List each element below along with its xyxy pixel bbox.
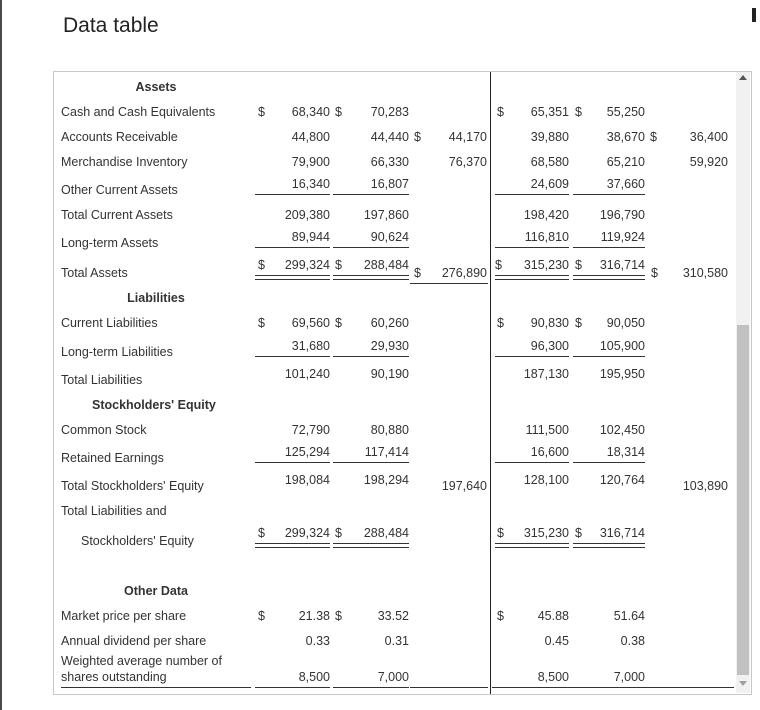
cell-value: 16,807 bbox=[370, 177, 409, 191]
scroll-up-arrow-icon[interactable] bbox=[739, 75, 747, 80]
dollar-sign: $ bbox=[414, 130, 421, 144]
dollar-sign: $ bbox=[414, 266, 421, 280]
double-underline bbox=[573, 543, 645, 548]
row-label-current-liabilities: Current Liabilities bbox=[61, 316, 158, 330]
dollar-sign: $ bbox=[497, 609, 504, 623]
cell-value: 18,314 bbox=[606, 445, 645, 459]
row-label-total-stockholders-equity: Total Stockholders' Equity bbox=[61, 479, 204, 493]
dollar-sign: $ bbox=[575, 105, 582, 119]
cell-value: 44,440 bbox=[370, 130, 409, 144]
underline bbox=[255, 356, 330, 357]
section-header-equity: Stockholders' Equity bbox=[92, 398, 216, 412]
cell-value: 196,790 bbox=[599, 208, 645, 222]
underline bbox=[333, 247, 409, 248]
underline bbox=[333, 194, 409, 195]
cell-value: 21.38 bbox=[298, 609, 330, 623]
dollar-sign: $ bbox=[497, 316, 504, 330]
cell-value: 33.52 bbox=[377, 609, 409, 623]
underline bbox=[255, 247, 330, 248]
underline bbox=[573, 462, 645, 463]
cell-value: 101,240 bbox=[284, 367, 330, 381]
cell-value: 299,324 bbox=[284, 258, 330, 272]
cell-value: 276,890 bbox=[441, 266, 487, 280]
cell-value: 31,680 bbox=[291, 339, 330, 353]
cell-value: 198,294 bbox=[363, 473, 409, 487]
underline bbox=[495, 462, 569, 463]
row-label-market-price: Market price per share bbox=[61, 609, 187, 623]
cell-value: 45.88 bbox=[537, 609, 569, 623]
underline bbox=[495, 356, 569, 357]
row-label-common-stock: Common Stock bbox=[61, 423, 147, 437]
cell-value: 117,414 bbox=[364, 445, 409, 459]
dollar-sign: $ bbox=[497, 105, 504, 119]
cell-value: 116,810 bbox=[524, 230, 569, 244]
cell-value: 288,484 bbox=[363, 258, 409, 272]
row-label-shares-outstanding: shares outstanding bbox=[61, 670, 167, 684]
underline bbox=[255, 462, 330, 463]
double-underline bbox=[495, 543, 569, 548]
cell-value: 90,190 bbox=[370, 367, 409, 381]
cell-value: 39,880 bbox=[530, 130, 569, 144]
dollar-sign: $ bbox=[575, 526, 582, 540]
row-label-weighted-average: Weighted average number of bbox=[61, 654, 222, 668]
cell-value: 299,324 bbox=[284, 526, 330, 540]
cell-value: 55,250 bbox=[606, 105, 645, 119]
dollar-sign: $ bbox=[258, 526, 265, 540]
underline bbox=[255, 687, 330, 688]
cell-value: 65,351 bbox=[530, 105, 569, 119]
cell-value: 65,210 bbox=[606, 155, 645, 169]
cell-value: 315,230 bbox=[523, 258, 569, 272]
cell-value: 37,660 bbox=[606, 177, 645, 191]
section-header-assets: Assets bbox=[135, 80, 177, 94]
dollar-sign: $ bbox=[258, 105, 265, 119]
row-label-accounts-receivable: Accounts Receivable bbox=[61, 130, 178, 144]
cell-value: 24,609 bbox=[530, 177, 569, 191]
row-label-total-current-assets: Total Current Assets bbox=[61, 208, 173, 222]
cell-value: 105,900 bbox=[599, 339, 645, 353]
cell-value: 125,294 bbox=[284, 445, 330, 459]
dollar-sign: $ bbox=[497, 526, 504, 540]
cell-value: 90,050 bbox=[606, 316, 645, 330]
minimize-icon[interactable] bbox=[752, 8, 756, 22]
cell-value: 60,260 bbox=[370, 316, 409, 330]
dollar-sign: $ bbox=[651, 266, 658, 280]
dollar-sign: $ bbox=[335, 526, 342, 540]
row-label-other-current-assets: Other Current Assets bbox=[61, 183, 178, 197]
dollar-sign: $ bbox=[258, 258, 265, 272]
cell-value: 197,860 bbox=[363, 208, 409, 222]
underline bbox=[61, 687, 251, 688]
cell-value: 44,800 bbox=[291, 130, 330, 144]
row-label-long-term-liabilities: Long-term Liabilities bbox=[61, 345, 173, 359]
section-header-liabilities: Liabilities bbox=[127, 291, 185, 305]
row-label-total-assets: Total Assets bbox=[61, 266, 128, 280]
column-divider bbox=[490, 72, 491, 694]
cell-value: 198,084 bbox=[284, 473, 330, 487]
underline bbox=[573, 356, 645, 357]
double-underline bbox=[573, 275, 645, 280]
cell-value: 70,283 bbox=[370, 105, 409, 119]
cell-value: 68,340 bbox=[291, 105, 330, 119]
cell-value: 90,624 bbox=[370, 230, 409, 244]
cell-value: 310,580 bbox=[682, 266, 728, 280]
row-label-annual-dividend: Annual dividend per share bbox=[61, 634, 207, 648]
underline bbox=[255, 194, 330, 195]
window-left-border bbox=[0, 0, 2, 710]
cell-value: 16,340 bbox=[291, 177, 330, 191]
underline bbox=[573, 194, 645, 195]
cell-value: 102,450 bbox=[599, 423, 645, 437]
cell-value: 96,300 bbox=[530, 339, 569, 353]
underline bbox=[333, 356, 409, 357]
cell-value: 119,924 bbox=[600, 230, 645, 244]
cell-value: 111,500 bbox=[525, 423, 569, 437]
underline bbox=[573, 247, 645, 248]
cell-value: 198,420 bbox=[523, 208, 569, 222]
cell-value: 51.64 bbox=[613, 609, 645, 623]
cell-value: 197,640 bbox=[441, 479, 487, 493]
cell-value: 8,500 bbox=[537, 670, 569, 684]
cell-value: 120,764 bbox=[599, 473, 645, 487]
underline bbox=[333, 687, 409, 688]
dollar-sign: $ bbox=[335, 316, 342, 330]
cell-value: 66,330 bbox=[370, 155, 409, 169]
cell-value: 68,580 bbox=[530, 155, 569, 169]
underline bbox=[410, 283, 488, 284]
cell-value: 79,900 bbox=[291, 155, 330, 169]
cell-value: 0.31 bbox=[384, 634, 409, 648]
scrollbar-thumb[interactable] bbox=[737, 325, 749, 675]
double-underline bbox=[255, 275, 330, 280]
cell-value: 29,930 bbox=[370, 339, 409, 353]
cell-value: 187,130 bbox=[523, 367, 569, 381]
row-label-retained-earnings: Retained Earnings bbox=[61, 451, 164, 465]
cell-value: 44,170 bbox=[448, 130, 487, 144]
cell-value: 72,790 bbox=[291, 423, 330, 437]
row-label-total-liabilities-and: Total Liabilities and bbox=[61, 504, 167, 518]
dollar-sign: $ bbox=[335, 105, 342, 119]
row-label-total-liabilities: Total Liabilities bbox=[61, 373, 143, 387]
dollar-sign: $ bbox=[575, 316, 582, 330]
dollar-sign: $ bbox=[258, 316, 265, 330]
cell-value: 59,920 bbox=[689, 155, 728, 169]
row-label-long-term-assets: Long-term Assets bbox=[61, 236, 159, 250]
page-title: Data table bbox=[63, 14, 159, 37]
cell-value: 80,880 bbox=[370, 423, 409, 437]
dollar-sign: $ bbox=[650, 130, 657, 144]
cell-value: 0.45 bbox=[544, 634, 569, 648]
cell-value: 8,500 bbox=[298, 670, 330, 684]
cell-value: 7,000 bbox=[377, 670, 409, 684]
cell-value: 76,370 bbox=[448, 155, 487, 169]
cell-value: 0.33 bbox=[305, 634, 330, 648]
underline bbox=[492, 687, 734, 688]
double-underline bbox=[333, 543, 409, 548]
double-underline bbox=[333, 275, 409, 280]
cell-value: 89,944 bbox=[291, 230, 330, 244]
underline bbox=[333, 462, 409, 463]
section-header-other-data: Other Data bbox=[124, 584, 188, 598]
row-label-cash: Cash and Cash Equivalents bbox=[61, 105, 216, 119]
dollar-sign: $ bbox=[335, 258, 342, 272]
cell-value: 316,714 bbox=[599, 258, 645, 272]
cell-value: 315,230 bbox=[523, 526, 569, 540]
cell-value: 16,600 bbox=[530, 445, 569, 459]
cell-value: 288,484 bbox=[363, 526, 409, 540]
cell-value: 0.38 bbox=[620, 634, 645, 648]
cell-value: 7,000 bbox=[613, 670, 645, 684]
cell-value: 69,560 bbox=[291, 316, 330, 330]
underline bbox=[410, 687, 488, 688]
cell-value: 90,830 bbox=[530, 316, 569, 330]
row-label-stockholders-equity: Stockholders' Equity bbox=[81, 534, 194, 548]
cell-value: 128,100 bbox=[523, 473, 569, 487]
cell-value: 316,714 bbox=[599, 526, 645, 540]
dollar-sign: $ bbox=[575, 258, 582, 272]
double-underline bbox=[255, 543, 330, 548]
dollar-sign: $ bbox=[495, 258, 502, 272]
scroll-down-arrow-icon[interactable] bbox=[739, 681, 747, 686]
cell-value: 36,400 bbox=[689, 130, 728, 144]
row-label-merchandise-inventory: Merchandise Inventory bbox=[61, 155, 188, 169]
underline bbox=[495, 247, 569, 248]
cell-value: 195,950 bbox=[599, 367, 645, 381]
dollar-sign: $ bbox=[335, 609, 342, 623]
double-underline bbox=[495, 275, 569, 280]
underline bbox=[495, 194, 569, 195]
dollar-sign: $ bbox=[258, 609, 265, 623]
cell-value: 209,380 bbox=[284, 208, 330, 222]
cell-value: 103,890 bbox=[682, 479, 728, 493]
cell-value: 38,670 bbox=[606, 130, 645, 144]
